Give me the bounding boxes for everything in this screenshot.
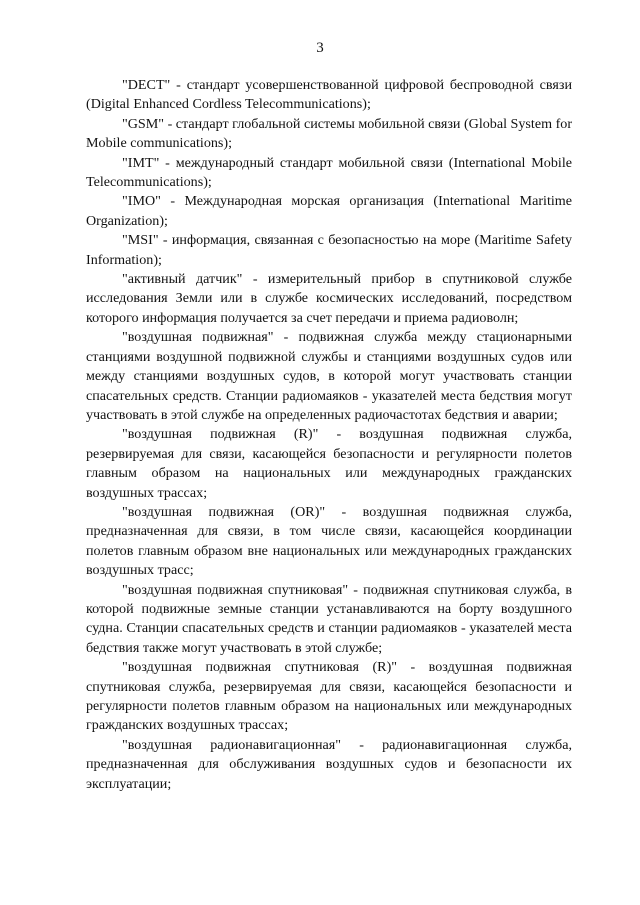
definition-paragraph: "воздушная подвижная (R)" - воздушная подвижная служба, резервируемая для связи, касающейся безопасности и регулярности полетов главным образом на национальных или международных гражданских воздушных трассах; xyxy=(86,426,572,501)
definition-paragraph: "воздушная подвижная спутниковая (R)" - воздушная подвижная спутниковая служба, резервируемая для связи, касающейся безопасности и регулярности полетов главным образом на национальных или международных гражданских воздушных трассах; xyxy=(86,659,572,734)
definition-paragraph: "MSI" - информация, связанная с безопасностью на море (Maritime Safety Information); xyxy=(86,232,572,268)
definition-paragraph: "воздушная подвижная (OR)" - воздушная подвижная служба, предназначенная для связи, в том числе связи, касающейся координации полетов главным образом вне национальных или международных гражданских воздушных трасс; xyxy=(86,503,572,579)
definition-paragraph: "активный датчик" - измерительный прибор в спутниковой службе исследования Земли или в службе космических исследований, посредством которого информация получается за счет передачи и приема радиоволн; xyxy=(86,271,572,326)
definition-paragraph: "IMO" - Международная морская организация (International Maritime Organization); xyxy=(86,193,572,229)
page-number: 3 xyxy=(316,40,324,56)
definition-paragraph: "воздушная подвижная спутниковая" - подвижная спутниковая служба, в которой подвижные земные станции устанавливаются на борту воздушного судна. Станции спасательных средств и станции радиомаяков - указателей места бедствия также могут участвовать в этой службе; xyxy=(86,581,572,656)
definition-paragraph: "DECT" - стандарт усовершенствованной цифровой беспроводной связи (Digital Enhanced Cordless Telecommunications); xyxy=(86,77,572,113)
definition-paragraph: "GSM" - стандарт глобальной системы мобильной связи (Global System for Mobile communications); xyxy=(86,115,573,152)
definition-paragraph: "воздушная подвижная" - подвижная служба между стационарными станциями воздушной подвижной службы и станциями воздушных судов или между станциями воздушных судов, в которой могут участвовать станции спасательных средств. Станции радиомаяков - указателей места бедствия могут участвовать в этой службе на определенных радиочастотах бедствия и аварии; xyxy=(86,329,572,423)
document-body xyxy=(86,76,572,794)
definition-paragraph: "воздушная радионавигационная" - радионавигационная служба, предназначенная для обслуживания воздушных судов и безопасности их эксплуатации; xyxy=(86,736,572,792)
definition-paragraph: "IMT" - международный стандарт мобильной связи (International Mobile Telecommunications); xyxy=(86,154,572,191)
